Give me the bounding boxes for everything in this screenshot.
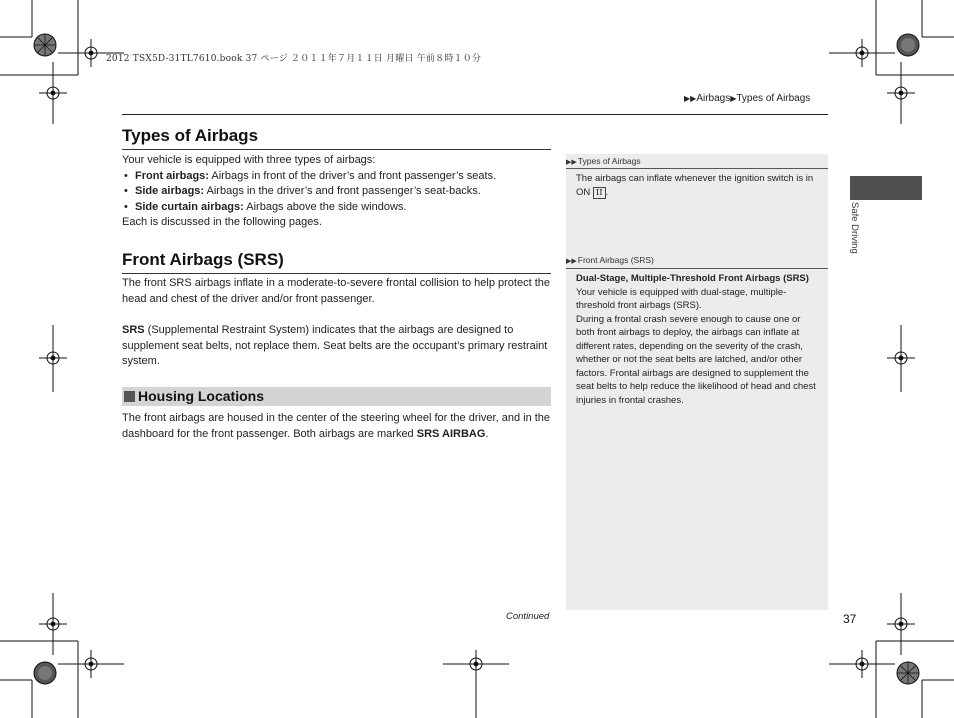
housing-locations-para <box>122 411 551 442</box>
section-tab-label <box>846 202 866 272</box>
note-label-front <box>566 255 654 265</box>
housing-locations-title: Housing Locations <box>138 388 264 404</box>
note-label-text: Front Airbags (SRS) <box>577 255 654 265</box>
bullet-text: Airbags above the side windows. <box>243 200 407 213</box>
print-file-header: 2012 TSX5D-31TL7610.book 37 ページ ２０１１年７月１１日 月曜日 午前８時１０分 <box>106 54 482 64</box>
page-number: 37 <box>843 612 857 626</box>
square-bullet-icon <box>124 391 135 402</box>
bullet-text: Airbags in the driver’s and front passenger’s seat-backs. <box>204 185 481 197</box>
srs-definition: (Supplemental Restraint System) indicates that the airbags are designed to supplement seat belts, not replace them. Seat belts are the occupant’s primary restraint system. <box>122 324 548 367</box>
bullet-term: Front airbags: <box>135 169 209 182</box>
note-rule <box>566 268 828 269</box>
heading-rule <box>122 149 551 150</box>
list-item <box>122 184 551 200</box>
types-of-airbags-body <box>122 153 551 231</box>
double-arrow-icon: ▶▶ <box>566 258 577 265</box>
housing-locations-subheading <box>122 387 551 406</box>
bullet-term: Side curtain airbags: <box>135 200 244 213</box>
srs-airbag-marking: SRS AIRBAG <box>416 427 486 440</box>
double-arrow-icon: ▶▶ <box>684 94 697 103</box>
bullet-text: Airbags in front of the driver’s and front passenger’s seats. <box>208 169 497 182</box>
types-of-airbags-heading: Types of Airbags <box>122 126 259 145</box>
breadcrumb <box>684 93 810 104</box>
bullet-term: Side airbags: <box>135 185 205 197</box>
note-text: The airbags can inflate whenever the ignition switch is in ON <box>576 173 814 198</box>
ignition-position-icon: II <box>593 187 606 199</box>
breadcrumb-section-link[interactable]: Airbags <box>696 93 731 104</box>
double-arrow-icon: ▶▶ <box>566 159 577 166</box>
note-types-text <box>576 172 821 199</box>
front-airbags-para2 <box>122 323 551 370</box>
arrow-icon: ▶ <box>730 94 737 103</box>
housing-text: The front airbags are housed in the center of the steering wheel for the driver, and in the dashboard for the front passenger. Both airbags are marked <box>122 412 551 440</box>
front-airbags-heading: Front Airbags (SRS) <box>122 250 284 269</box>
note-text-end: . <box>605 186 609 198</box>
breadcrumb-page: Types of Airbags <box>736 93 811 104</box>
front-airbags-para1: The front SRS airbags inflate in a moderate-to-severe frontal collision to help protect the head and chest of the driver and/or front passenger. <box>122 277 551 305</box>
heading-rule <box>122 273 551 274</box>
note-rule <box>566 168 828 169</box>
note-label-text: Types of Airbags <box>577 156 641 166</box>
srs-term: SRS <box>122 324 145 336</box>
note-front-text <box>576 272 821 407</box>
header-rule <box>122 114 828 115</box>
note-label-types <box>566 156 641 166</box>
note-para: Your vehicle is equipped with dual-stage, multiple-threshold front airbags (SRS). <box>576 286 787 311</box>
note-para: During a frontal crash severe enough to cause one or both front airbags to deploy, the airbags can inflate at different rates, depending on the severity of the crash, whether or not the seat belts are latched, and/or other factors. Frontal airbags are designed to supplement the seat belts to help reduce the likelihood of head and chest injuries in frontal crashes. <box>576 313 816 406</box>
types-intro: Your vehicle is equipped with three types of airbags: <box>122 154 376 166</box>
list-item <box>122 169 551 185</box>
section-tab[interactable] <box>850 176 922 200</box>
housing-text-end: . <box>485 427 489 440</box>
note-bold-title: Dual-Stage, Multiple-Threshold Front Airbags (SRS) <box>576 273 809 284</box>
section-tab-text: Safe Driving <box>849 202 860 254</box>
continued-note: Continued <box>506 611 550 622</box>
airbag-types-list <box>122 169 551 216</box>
list-item <box>122 200 551 216</box>
types-outro: Each is discussed in the following pages. <box>122 216 322 228</box>
